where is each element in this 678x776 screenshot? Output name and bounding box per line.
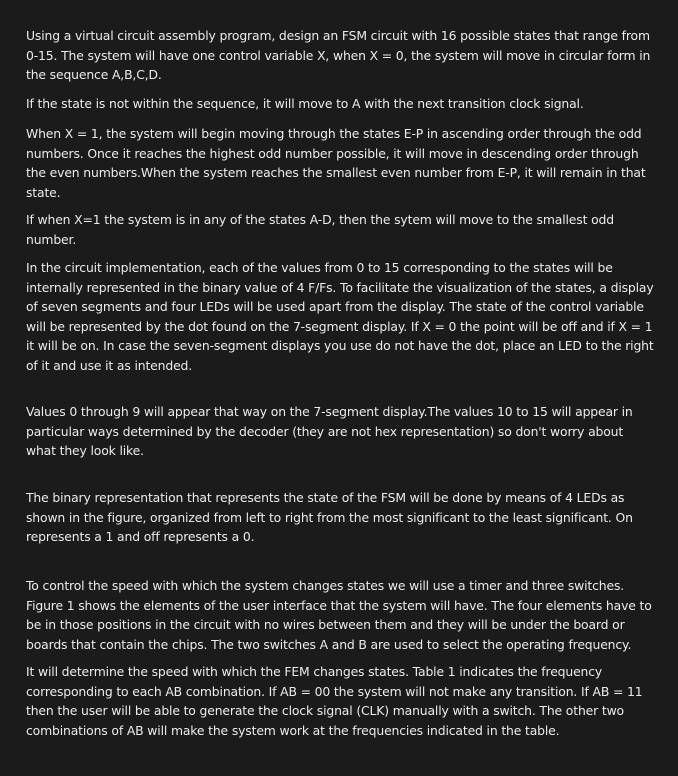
paragraph-seven-segment-values: Values 0 through 9 will appear that way on the 7-segment display.The values 10 to 15 will appear in particular ways determined by the decoder (they are not hex representation) so don't worry about what they look like. xyxy=(26,404,633,458)
paragraph-states-a-d: If when X=1 the system is in any of the states A-D, then the sytem will move to the smallest odd number. xyxy=(26,212,614,247)
paragraph-binary-leds: The binary representation that represents the state of the FSM will be done by means of 4 LEDs as shown in the figure, organized from left to right from the most significant to the least significant. On represents a 1 and off represents a 0. xyxy=(26,490,633,544)
paragraph-fsm-design: Using a virtual circuit assembly program, design an FSM circuit with 16 possible states that range from 0-15. The system will have one control variable X, when X = 0, the system will move in circular form in the sequence A,B,C,D. xyxy=(26,28,651,82)
paragraph-frequency-table: It will determine the speed with which the FEM changes states. Table 1 indicates the frequency corresponding to each AB combination. If AB = 00 the system will not make any transition. If AB = 11 then the user will be able to generate the clock signal (CLK) manually with a switch. The other two combinations of AB will make the system work at the frequencies indicated in the table. xyxy=(26,664,643,738)
paragraph-circuit-implementation: In the circuit implementation, each of the values from 0 to 15 corresponding to the states will be internally represented in the binary value of 4 F/Fs. To facilitate the visualization of the states, a display of seven segments and four LEDs will be used apart from the display. The state of the control variable will be represented by the dot found on the 7-segment display. If X = 0 the point will be off and if X = 1 it will be on. In case the seven-segment displays you use do not have the dot, place an LED to the right of it and use it as intended. xyxy=(26,260,654,373)
paragraph-speed-control: To control the speed with which the system changes states we will use a timer and three switches. Figure 1 shows the elements of the user interface that the system will have. The four elements have to be in those positions in the circuit with no wires between them and they will be under the board or boards that contain the chips. The two switches A and B are used to select the operating frequency. xyxy=(26,578,652,652)
paragraph-out-of-sequence: If the state is not within the sequence, it will move to A with the next transition clock signal. xyxy=(26,96,584,111)
paragraph-x-equals-1: When X = 1, the system will begin moving through the states E-P in ascending order through the odd numbers. Once it reaches the highest odd number possible, it will move in descending order through the even numbers.When the system reaches the smallest even number from E-P, it will remain in that state. xyxy=(26,126,646,200)
